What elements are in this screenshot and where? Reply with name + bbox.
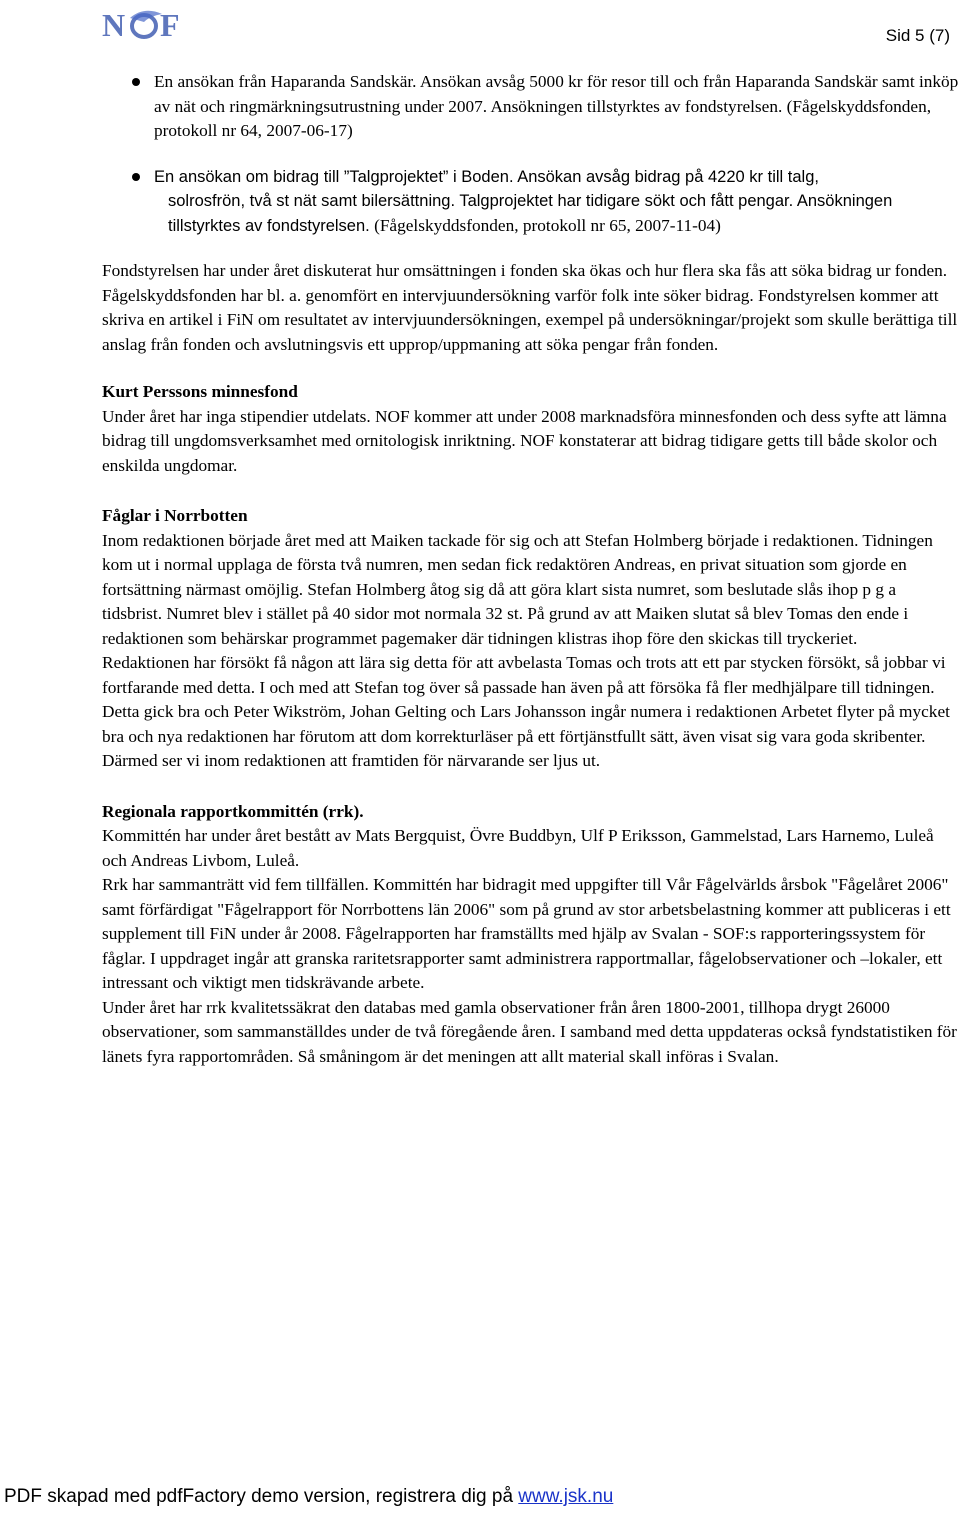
section-body: Under året har inga stipendier utdelats. NOF kommer att under 2008 marknadsföra minnesfonden och dess syfte att lämna bidrag till ungdomsverksamhet med ornitologisk inriktning. NOF konstaterar att bidrag tidigare getts till både skolor och enskilda ungdomar. bbox=[102, 406, 947, 475]
fund-paragraph: Fondstyrelsen har under året diskuterat hur omsättningen i fonden ska ökas och hur flera ska fås att söka bidrag ur fonden. Fågelskyddsfonden har bl. a. genomfört en intervjuundersökning varför folk inte söker bidrag. Fondstyrelsen kommer att skriva en artikel i FiN om resultatet av intervjuundersökningen, exempel på undersökningar/projekt som skulle berättiga till anslag från fonden och avslutningsvis ett upprop/uppmaning att söka pengar från fonden. bbox=[102, 261, 958, 354]
list-item bbox=[154, 70, 960, 144]
section-kurt-perssons-minnesfond bbox=[102, 380, 960, 478]
section-faglar-i-norrbotten bbox=[102, 504, 960, 774]
section-body: Under året har rrk kvalitetssäkrat den databas med gamla observationer från åren 1800-2001, tillhopa drygt 26000 observationer, som sammanställdes under de två föregående åren. I samband med detta uppdateras också fyndstatistiken för länets fyra rapportområden. Så småningom är det meningen att allt material skall införas i Svalan. bbox=[102, 997, 957, 1066]
section-body: Redaktionen har försökt få någon att lära sig detta för att avbelasta Tomas och trots att ett par stycken försökt, så jobbar vi fortfarande med detta. I och med att Stefan tog över så passade han även på att försöka få fler medhjälpare till tidningen. Detta gick bra och Peter Wikström, Johan Gelting och Lars Johansson ingår numera i redaktionen Arbetet flyter på mycket bra och nya redaktionen har förutom att dom korrekturläser på ett förtjänstfullt sätt, även visat sig vara goda skribenter. Därmed ser vi inom redaktionen att framtiden för närvarande ser ljus ut. bbox=[102, 653, 950, 770]
list-item-continuation bbox=[154, 189, 960, 238]
section-heading: Regionala rapportkommittén (rrk). bbox=[102, 801, 364, 821]
page-number: Sid 5 (7) bbox=[885, 26, 950, 45]
bird-logo-icon bbox=[100, 4, 190, 44]
bullet-icon bbox=[132, 173, 140, 181]
svg-text:F: F bbox=[160, 7, 180, 43]
bullet-icon bbox=[132, 78, 140, 86]
section-body: Inom redaktionen började året med att Maiken tackade för sig och att Stefan Holmberg började i redaktionen. Tidningen kom ut i normal upplaga de första två numren, men sedan fick redaktören Andreas, en privat situation som gjorde en fortsättning närmast omöjlig. Stefan Holmberg åtog sig då att göra klart sista numret, som beslutade slås ihop p g a tidsbrist. Numret blev i stället på 40 sidor mot normala 32 st. På grund av att Maiken slutat så blev Tomas den ende i redaktionen som behärskar programmet pagemaker där tidningen klistras ihop före den skickas till tryckeriet. bbox=[102, 530, 933, 648]
section-body: Rrk har sammanträtt vid fem tillfällen. Kommittén har bidragit med uppgifter till Vår Fågelvärlds årsbok "Fågelåret 2006" samt förfärdigat "Fågelrapport för Norrbottens län 2006" som på grund av stor arbetsbelastning kommer att publiceras i ett supplement till FiN under år 2008. Fågelrapporten har framställts med hjälp av Svalan - SOF:s rapporteringssystem för fåglar. I uppdraget ingår att granska raritetsrapporter samt administrera rapportmallar, fågelobservationer och –lokaler, ett intressant och viktigt men tidskrävande arbete. bbox=[102, 875, 951, 992]
footer-link[interactable]: www.jsk.nu bbox=[518, 1486, 614, 1507]
list-item-first-line: En ansökan om bidrag till ”Talgprojektet” i Boden. Ansökan avsåg bidrag på 4220 kr till talg, bbox=[154, 167, 819, 186]
footer-text: PDF skapad med pdfFactory demo version, registrera dig på bbox=[4, 1486, 519, 1507]
grant-application-list bbox=[154, 70, 960, 238]
svg-text:N: N bbox=[102, 7, 126, 43]
list-item-text: En ansökan från Haparanda Sandskär. Ansökan avsåg 5000 kr för resor till och från Haparanda Sandskär samt inköp av nät och ringmärkningsutrustning under 2007. Ansökningen tillstyrktes av fondstyrelsen. (Fågelskyddsfonden, protokoll nr 64, 2007-06-17) bbox=[154, 72, 959, 140]
list-item-protocol-ref: (Fågelskyddsfonden, protokoll nr 65, 2007-11-04) bbox=[369, 215, 721, 235]
section-body: Kommittén har under året bestått av Mats Bergquist, Övre Buddbyn, Ulf P Eriksson, Gammelstad, Lars Harnemo, Luleå och Andreas Livbom, Luleå. bbox=[102, 826, 934, 870]
section-heading: Fåglar i Norrbotten bbox=[102, 506, 248, 525]
section-regionala-rapportkommitten bbox=[102, 800, 960, 1070]
nof-logo bbox=[100, 4, 190, 44]
list-item-sans-text: solrosfrön, två st nät samt bilersättning. Talgprojektet har tidigare sökt och fått pengar. Ansökningen tillstyrktes av fondstyrelsen. bbox=[168, 192, 893, 235]
pdf-footer bbox=[4, 1486, 613, 1508]
list-item bbox=[154, 165, 960, 239]
document-body bbox=[102, 70, 960, 1095]
section-heading: Kurt Perssons minnesfond bbox=[102, 382, 298, 401]
